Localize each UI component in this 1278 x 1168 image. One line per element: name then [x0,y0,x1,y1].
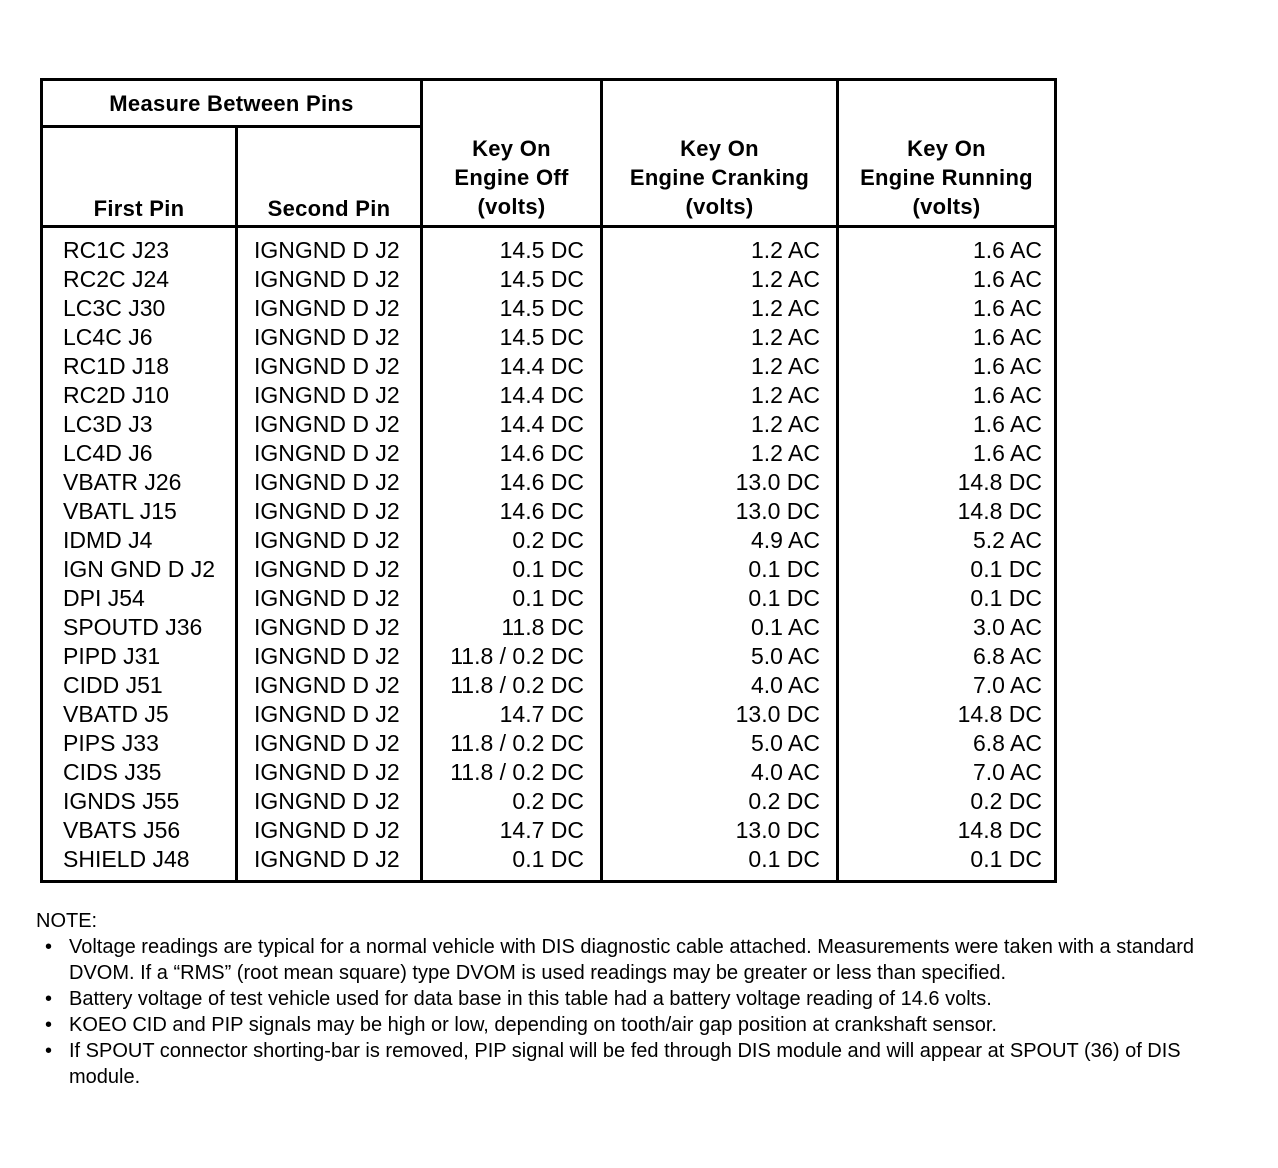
first-pin-cell: CIDD J51 [42,671,237,700]
note-item [36,934,1251,986]
measure-between-pins-header: Measure Between Pins [42,80,422,127]
engine-off-cell: 0.2 DC [422,526,602,555]
engine-running-cell: 0.1 DC [838,584,1056,613]
engine-off-cell: 14.5 DC [422,294,602,323]
note-list [36,934,1251,1090]
engine-off-cell: 11.8 / 0.2 DC [422,758,602,787]
engine-off-cell: 14.4 DC [422,381,602,410]
table-row [42,787,1056,816]
note-text: Voltage readings are typical for a normal vehicle with DIS diagnostic cable attached. Measurements were taken with a standard DVOM. If a “RMS” (root mean square) type DVOM is used readings may be greater or less than specified. [69,936,1195,984]
table-row [42,845,1056,882]
first-pin-cell: RC1D J18 [42,352,237,381]
first-pin-cell: SPOUTD J36 [42,613,237,642]
first-pin-cell: RC1C J23 [42,227,237,266]
table-row [42,352,1056,381]
engine-running-cell: 7.0 AC [838,671,1056,700]
bullet-icon: • [45,1014,53,1036]
engine-off-cell: 14.6 DC [422,497,602,526]
second-pin-cell: IGNGND D J2 [237,729,422,758]
table-row [42,816,1056,845]
engine-off-cell: 11.8 / 0.2 DC [422,671,602,700]
engine-cranking-cell: 13.0 DC [602,700,838,729]
first-pin-cell: LC3C J30 [42,294,237,323]
first-pin-cell: PIPD J31 [42,642,237,671]
engine-cranking-cell: 1.2 AC [602,410,838,439]
engine-cranking-cell: 0.1 DC [602,584,838,613]
engine-off-cell: 14.5 DC [422,323,602,352]
table-row [42,265,1056,294]
engine-off-cell: 14.6 DC [422,439,602,468]
engine-running-cell: 14.8 DC [838,497,1056,526]
engine-cranking-cell: 5.0 AC [602,729,838,758]
first-pin-cell: VBATS J56 [42,816,237,845]
engine-off-cell: 14.7 DC [422,700,602,729]
first-pin-cell: SHIELD J48 [42,845,237,882]
table-row [42,613,1056,642]
table-row [42,227,1056,266]
engine-running-cell: 14.8 DC [838,816,1056,845]
engine-running-cell: 7.0 AC [838,758,1056,787]
engine-running-cell: 6.8 AC [838,729,1056,758]
engine-running-cell: 6.8 AC [838,642,1056,671]
table-body [42,227,1056,882]
engine-running-cell: 1.6 AC [838,439,1056,468]
engine-running-cell: 1.6 AC [838,227,1056,266]
first-pin-cell: VBATD J5 [42,700,237,729]
engine-off-cell: 11.8 / 0.2 DC [422,642,602,671]
note-item [36,1012,1251,1038]
engine-off-cell: 14.5 DC [422,265,602,294]
engine-running-cell: 5.2 AC [838,526,1056,555]
bullet-icon: • [45,1040,53,1062]
table-row [42,555,1056,584]
note-text: If SPOUT connector shorting-bar is removed, PIP signal will be fed through DIS module and will appear at SPOUT (36) of DIS module. [69,1040,1181,1088]
engine-off-cell: 11.8 DC [422,613,602,642]
engine-running-cell: 3.0 AC [838,613,1056,642]
first-pin-cell: LC3D J3 [42,410,237,439]
note-section [36,908,1251,1090]
second-pin-cell: IGNGND D J2 [237,381,422,410]
engine-running-cell: 1.6 AC [838,294,1056,323]
engine-cranking-cell: 0.2 DC [602,787,838,816]
engine-cranking-cell: 13.0 DC [602,816,838,845]
second-pin-cell: IGNGND D J2 [237,613,422,642]
engine-running-cell: 14.8 DC [838,700,1056,729]
second-pin-cell: IGNGND D J2 [237,227,422,266]
table-row [42,526,1056,555]
engine-cranking-cell: 1.2 AC [602,227,838,266]
engine-cranking-header: Key On Engine Cranking (volts) [602,80,838,227]
engine-cranking-cell: 1.2 AC [602,323,838,352]
note-label: NOTE: [36,910,98,932]
engine-off-cell: 14.7 DC [422,816,602,845]
first-pin-cell: LC4D J6 [42,439,237,468]
first-pin-cell: VBATL J15 [42,497,237,526]
engine-off-cell: 14.4 DC [422,410,602,439]
bullet-icon: • [45,936,53,958]
first-pin-cell: PIPS J33 [42,729,237,758]
second-pin-cell: IGNGND D J2 [237,352,422,381]
note-item [36,986,1251,1012]
engine-cranking-cell: 1.2 AC [602,352,838,381]
second-pin-cell: IGNGND D J2 [237,642,422,671]
second-pin-cell: IGNGND D J2 [237,410,422,439]
second-pin-cell: IGNGND D J2 [237,294,422,323]
first-pin-cell: IGN GND D J2 [42,555,237,584]
engine-cranking-cell: 4.0 AC [602,758,838,787]
second-pin-cell: IGNGND D J2 [237,468,422,497]
second-pin-cell: IGNGND D J2 [237,323,422,352]
engine-running-cell: 0.1 DC [838,555,1056,584]
engine-cranking-cell: 5.0 AC [602,642,838,671]
second-pin-cell: IGNGND D J2 [237,671,422,700]
engine-cranking-cell: 0.1 AC [602,613,838,642]
table-row [42,439,1056,468]
engine-off-cell: 14.6 DC [422,468,602,497]
engine-cranking-cell: 0.1 DC [602,845,838,882]
bullet-icon: • [45,988,53,1010]
engine-cranking-cell: 4.9 AC [602,526,838,555]
engine-off-cell: 11.8 / 0.2 DC [422,729,602,758]
second-pin-cell: IGNGND D J2 [237,758,422,787]
engine-off-cell: 0.1 DC [422,584,602,613]
table-row [42,584,1056,613]
first-pin-cell: LC4C J6 [42,323,237,352]
second-pin-cell: IGNGND D J2 [237,555,422,584]
table-row [42,758,1056,787]
table-row [42,671,1056,700]
first-pin-cell: RC2C J24 [42,265,237,294]
second-pin-cell: IGNGND D J2 [237,497,422,526]
note-text: Battery voltage of test vehicle used for data base in this table had a battery voltage reading of 14.6 volts. [69,988,992,1010]
engine-running-cell: 1.6 AC [838,381,1056,410]
engine-off-header: Key On Engine Off (volts) [422,80,602,227]
engine-off-cell: 0.2 DC [422,787,602,816]
second-pin-cell: IGNGND D J2 [237,700,422,729]
table-row [42,381,1056,410]
engine-running-cell: 1.6 AC [838,410,1056,439]
engine-cranking-cell: 1.2 AC [602,381,838,410]
second-pin-cell: IGNGND D J2 [237,439,422,468]
engine-cranking-cell: 13.0 DC [602,497,838,526]
engine-off-cell: 14.5 DC [422,227,602,266]
engine-off-cell: 14.4 DC [422,352,602,381]
first-pin-cell: CIDS J35 [42,758,237,787]
second-pin-cell: IGNGND D J2 [237,816,422,845]
engine-cranking-cell: 1.2 AC [602,265,838,294]
engine-running-cell: 1.6 AC [838,265,1056,294]
first-pin-cell: DPI J54 [42,584,237,613]
first-pin-header: First Pin [42,127,237,227]
table-row [42,410,1056,439]
second-pin-cell: IGNGND D J2 [237,526,422,555]
table-row [42,700,1056,729]
engine-cranking-cell: 4.0 AC [602,671,838,700]
engine-running-cell: 14.8 DC [838,468,1056,497]
table-row [42,468,1056,497]
first-pin-cell: IGNDS J55 [42,787,237,816]
engine-cranking-cell: 0.1 DC [602,555,838,584]
first-pin-cell: RC2D J10 [42,381,237,410]
engine-cranking-cell: 13.0 DC [602,468,838,497]
table-row [42,294,1056,323]
second-pin-header: Second Pin [237,127,422,227]
engine-cranking-cell: 1.2 AC [602,439,838,468]
table-row [42,729,1056,758]
engine-running-cell: 1.6 AC [838,352,1056,381]
engine-running-header: Key On Engine Running (volts) [838,80,1056,227]
table-row [42,642,1056,671]
first-pin-cell: IDMD J4 [42,526,237,555]
engine-running-cell: 0.1 DC [838,845,1056,882]
table-row [42,323,1056,352]
table-row [42,497,1056,526]
voltage-table [40,78,1057,883]
engine-cranking-cell: 1.2 AC [602,294,838,323]
first-pin-cell: VBATR J26 [42,468,237,497]
second-pin-cell: IGNGND D J2 [237,584,422,613]
second-pin-cell: IGNGND D J2 [237,265,422,294]
second-pin-cell: IGNGND D J2 [237,845,422,882]
second-pin-cell: IGNGND D J2 [237,787,422,816]
engine-running-cell: 1.6 AC [838,323,1056,352]
note-text: KOEO CID and PIP signals may be high or low, depending on tooth/air gap position at crankshaft sensor. [69,1014,997,1036]
engine-running-cell: 0.2 DC [838,787,1056,816]
engine-off-cell: 0.1 DC [422,555,602,584]
note-item [36,1038,1251,1090]
engine-off-cell: 0.1 DC [422,845,602,882]
